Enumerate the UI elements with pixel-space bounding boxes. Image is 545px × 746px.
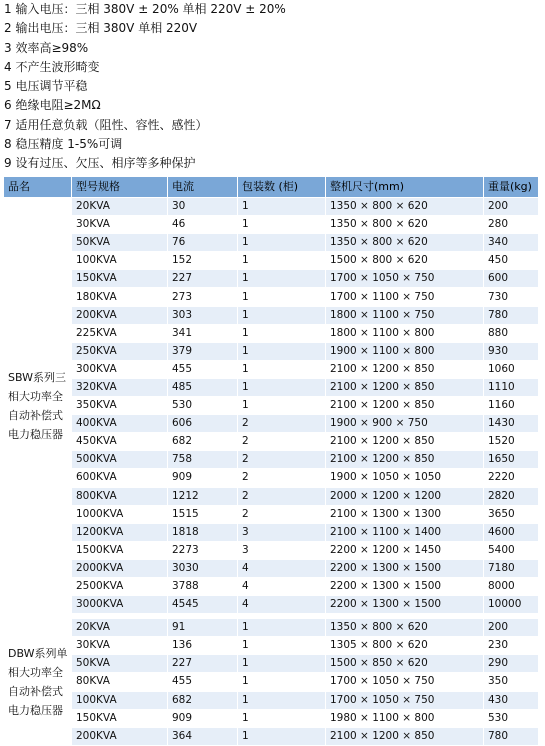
model-cell: 1500KVA [72, 541, 168, 559]
size-cell: 1350 × 800 × 620 [326, 216, 484, 234]
current-cell: 30 [168, 198, 238, 216]
package-cell: 1 [238, 360, 326, 378]
size-cell: 1700 × 1050 × 750 [326, 673, 484, 691]
table-row [4, 306, 539, 324]
weight-cell: 280 [484, 216, 539, 234]
weight-cell: 200 [484, 619, 539, 637]
table-row [4, 709, 539, 727]
size-cell: 1900 × 1100 × 800 [326, 342, 484, 360]
header-current: 电流 [168, 177, 238, 198]
weight-cell: 7180 [484, 559, 539, 577]
header-package: 包装数 (柜) [238, 177, 326, 198]
size-cell: 2100 × 1200 × 850 [326, 433, 484, 451]
package-cell: 1 [238, 655, 326, 673]
weight-cell: 290 [484, 655, 539, 673]
size-cell: 2100 × 1200 × 850 [326, 451, 484, 469]
table-row [4, 541, 539, 559]
package-cell: 1 [238, 673, 326, 691]
model-cell: 30KVA [72, 637, 168, 655]
model-cell: 250KVA [72, 342, 168, 360]
package-cell: 3 [238, 523, 326, 541]
table-row [4, 234, 539, 252]
model-cell: 150KVA [72, 709, 168, 727]
weight-cell: 1110 [484, 378, 539, 396]
header-size: 整机尺寸(mm) [326, 177, 484, 198]
size-cell: 2200 × 1200 × 1450 [326, 541, 484, 559]
package-cell: 1 [238, 342, 326, 360]
weight-cell: 780 [484, 727, 539, 745]
package-cell: 1 [238, 709, 326, 727]
current-cell: 76 [168, 234, 238, 252]
size-cell: 1900 × 900 × 750 [326, 415, 484, 433]
spec-table [3, 176, 539, 746]
table-row [4, 270, 539, 288]
model-cell: 180KVA [72, 288, 168, 306]
table-row [4, 433, 539, 451]
model-cell: 320KVA [72, 378, 168, 396]
weight-cell: 350 [484, 673, 539, 691]
current-cell: 303 [168, 306, 238, 324]
current-cell: 1818 [168, 523, 238, 541]
model-cell: 50KVA [72, 655, 168, 673]
table-row [4, 523, 539, 541]
model-cell: 200KVA [72, 306, 168, 324]
table-row [4, 596, 539, 614]
table-row [4, 288, 539, 306]
size-cell: 2100 × 1200 × 850 [326, 727, 484, 745]
header-model: 型号规格 [72, 177, 168, 198]
model-cell: 450KVA [72, 433, 168, 451]
current-cell: 227 [168, 655, 238, 673]
current-cell: 227 [168, 270, 238, 288]
size-cell: 2200 × 1300 × 1500 [326, 577, 484, 595]
table-row [4, 198, 539, 216]
model-cell: 3000KVA [72, 596, 168, 614]
weight-cell: 10000 [484, 596, 539, 614]
model-cell: 500KVA [72, 451, 168, 469]
table-row [4, 415, 539, 433]
weight-cell: 4600 [484, 523, 539, 541]
table-row [4, 216, 539, 234]
weight-cell: 450 [484, 252, 539, 270]
size-cell: 1800 × 1100 × 800 [326, 324, 484, 342]
table-row [4, 252, 539, 270]
current-cell: 758 [168, 451, 238, 469]
current-cell: 136 [168, 637, 238, 655]
weight-cell: 230 [484, 637, 539, 655]
current-cell: 530 [168, 397, 238, 415]
feature-item: 3 效率高≥98% [4, 40, 89, 55]
size-cell: 2100 × 1200 × 850 [326, 397, 484, 415]
table-row [4, 655, 539, 673]
weight-cell: 1160 [484, 397, 539, 415]
table-row [4, 727, 539, 745]
table-row [4, 469, 539, 487]
size-cell: 2100 × 1300 × 1300 [326, 505, 484, 523]
model-cell: 30KVA [72, 216, 168, 234]
size-cell: 1700 × 1100 × 750 [326, 288, 484, 306]
package-cell: 1 [238, 727, 326, 745]
model-cell: 50KVA [72, 234, 168, 252]
weight-cell: 2220 [484, 469, 539, 487]
weight-cell: 2820 [484, 487, 539, 505]
package-cell: 1 [238, 198, 326, 216]
current-cell: 152 [168, 252, 238, 270]
size-cell: 1305 × 800 × 620 [326, 637, 484, 655]
weight-cell: 530 [484, 709, 539, 727]
package-cell: 1 [238, 234, 326, 252]
package-cell: 1 [238, 619, 326, 637]
table-row [4, 360, 539, 378]
package-cell: 4 [238, 596, 326, 614]
model-cell: 200KVA [72, 727, 168, 745]
feature-item: 6 绝缘电阻≥2MΩ [4, 98, 101, 113]
table-row [4, 397, 539, 415]
size-cell: 2100 × 1200 × 850 [326, 360, 484, 378]
package-cell: 2 [238, 433, 326, 451]
current-cell: 3788 [168, 577, 238, 595]
header-name: 品名 [4, 177, 72, 198]
current-cell: 1515 [168, 505, 238, 523]
weight-cell: 880 [484, 324, 539, 342]
series-name: SBW系列三相大功率全自动补偿式电力稳压器 [4, 198, 72, 614]
size-cell: 1900 × 1050 × 1050 [326, 469, 484, 487]
table-row [4, 691, 539, 709]
package-cell: 1 [238, 252, 326, 270]
weight-cell: 430 [484, 691, 539, 709]
weight-cell: 3650 [484, 505, 539, 523]
current-cell: 4545 [168, 596, 238, 614]
feature-item: 4 不产生波形畸变 [4, 59, 100, 74]
weight-cell: 1520 [484, 433, 539, 451]
size-cell: 1700 × 1050 × 750 [326, 691, 484, 709]
model-cell: 800KVA [72, 487, 168, 505]
model-cell: 80KVA [72, 673, 168, 691]
package-cell: 2 [238, 487, 326, 505]
model-cell: 20KVA [72, 619, 168, 637]
header-weight: 重量(kg) [484, 177, 539, 198]
current-cell: 606 [168, 415, 238, 433]
weight-cell: 600 [484, 270, 539, 288]
table-row [4, 324, 539, 342]
model-cell: 2500KVA [72, 577, 168, 595]
size-cell: 1500 × 850 × 620 [326, 655, 484, 673]
model-cell: 225KVA [72, 324, 168, 342]
model-cell: 100KVA [72, 691, 168, 709]
size-cell: 1350 × 800 × 620 [326, 234, 484, 252]
model-cell: 600KVA [72, 469, 168, 487]
package-cell: 2 [238, 415, 326, 433]
table-row [4, 577, 539, 595]
size-cell: 1350 × 800 × 620 [326, 619, 484, 637]
package-cell: 1 [238, 691, 326, 709]
weight-cell: 780 [484, 306, 539, 324]
package-cell: 1 [238, 324, 326, 342]
current-cell: 91 [168, 619, 238, 637]
weight-cell: 730 [484, 288, 539, 306]
current-cell: 364 [168, 727, 238, 745]
feature-item: 9 设有过压、欠压、相序等多种保护 [4, 156, 196, 171]
current-cell: 909 [168, 709, 238, 727]
feature-item: 1 输入电压：三相 380V ± 20% 单相 220V ± 20% [4, 2, 286, 16]
current-cell: 46 [168, 216, 238, 234]
current-cell: 682 [168, 433, 238, 451]
weight-cell: 930 [484, 342, 539, 360]
current-cell: 485 [168, 378, 238, 396]
table-row [4, 673, 539, 691]
weight-cell: 5400 [484, 541, 539, 559]
package-cell: 2 [238, 505, 326, 523]
weight-cell: 200 [484, 198, 539, 216]
series-name: DBW系列单相大功率全自动补偿式电力稳压器 [4, 619, 72, 746]
package-cell: 4 [238, 577, 326, 595]
package-cell: 1 [238, 397, 326, 415]
feature-item: 2 输出电压：三相 380V 单相 220V [4, 21, 198, 36]
feature-item: 5 电压调节平稳 [4, 79, 88, 94]
table-row [4, 559, 539, 577]
model-cell: 100KVA [72, 252, 168, 270]
current-cell: 455 [168, 673, 238, 691]
package-cell: 2 [238, 469, 326, 487]
size-cell: 1800 × 1100 × 750 [326, 306, 484, 324]
table-row [4, 637, 539, 655]
table-row [4, 451, 539, 469]
model-cell: 350KVA [72, 397, 168, 415]
weight-cell: 1650 [484, 451, 539, 469]
package-cell: 3 [238, 541, 326, 559]
feature-item: 8 稳压精度 1-5%可调 [4, 137, 123, 152]
size-cell: 1500 × 800 × 620 [326, 252, 484, 270]
table-header-row [4, 177, 539, 198]
model-cell: 400KVA [72, 415, 168, 433]
package-cell: 1 [238, 378, 326, 396]
feature-list [4, 0, 544, 174]
weight-cell: 340 [484, 234, 539, 252]
current-cell: 341 [168, 324, 238, 342]
current-cell: 455 [168, 360, 238, 378]
current-cell: 1212 [168, 487, 238, 505]
size-cell: 2100 × 1200 × 850 [326, 378, 484, 396]
table-row [4, 487, 539, 505]
package-cell: 2 [238, 451, 326, 469]
weight-cell: 1430 [484, 415, 539, 433]
size-cell: 1700 × 1050 × 750 [326, 270, 484, 288]
package-cell: 1 [238, 216, 326, 234]
package-cell: 1 [238, 306, 326, 324]
size-cell: 2100 × 1100 × 1400 [326, 523, 484, 541]
feature-item: 7 适用任意负载（阻性、容性、感性） [4, 117, 208, 132]
size-cell: 2200 × 1300 × 1500 [326, 596, 484, 614]
current-cell: 909 [168, 469, 238, 487]
model-cell: 2000KVA [72, 559, 168, 577]
package-cell: 1 [238, 270, 326, 288]
current-cell: 2273 [168, 541, 238, 559]
package-cell: 4 [238, 559, 326, 577]
size-cell: 2000 × 1200 × 1200 [326, 487, 484, 505]
current-cell: 3030 [168, 559, 238, 577]
weight-cell: 8000 [484, 577, 539, 595]
model-cell: 300KVA [72, 360, 168, 378]
model-cell: 1000KVA [72, 505, 168, 523]
weight-cell: 1060 [484, 360, 539, 378]
size-cell: 2200 × 1300 × 1500 [326, 559, 484, 577]
table-row [4, 505, 539, 523]
size-cell: 1980 × 1100 × 800 [326, 709, 484, 727]
model-cell: 150KVA [72, 270, 168, 288]
model-cell: 20KVA [72, 198, 168, 216]
package-cell: 1 [238, 288, 326, 306]
package-cell: 1 [238, 637, 326, 655]
current-cell: 682 [168, 691, 238, 709]
current-cell: 379 [168, 342, 238, 360]
model-cell: 1200KVA [72, 523, 168, 541]
table-row [4, 342, 539, 360]
size-cell: 1350 × 800 × 620 [326, 198, 484, 216]
table-row [4, 619, 539, 637]
table-row [4, 378, 539, 396]
current-cell: 273 [168, 288, 238, 306]
